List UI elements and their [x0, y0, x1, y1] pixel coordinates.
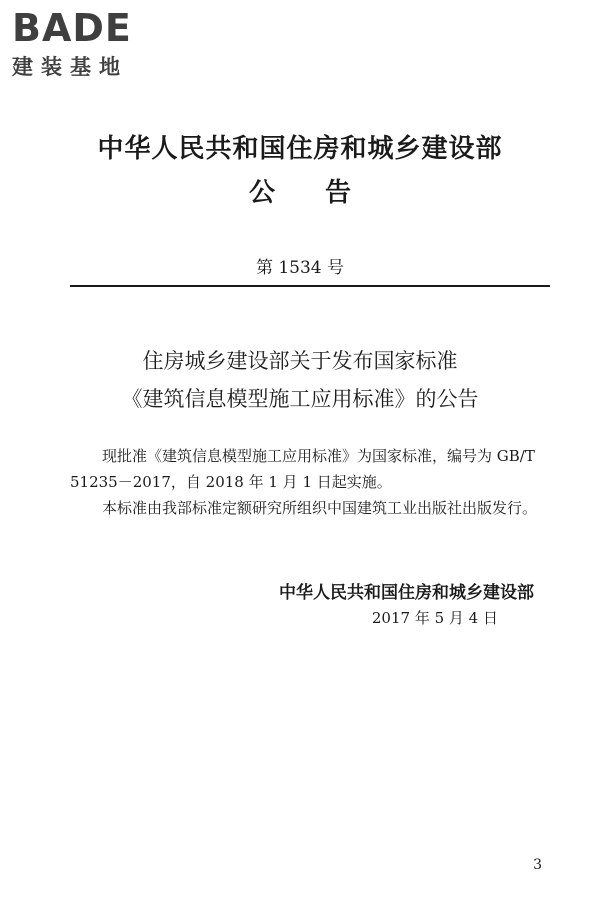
document-type: 公告 — [248, 178, 401, 208]
logo-subtitle: 建装基地 — [12, 55, 128, 79]
logo-wordmark: BADE — [12, 6, 132, 50]
bade-logo — [12, 6, 177, 80]
issuer-title: 中华人民共和国住房和城乡建设部 — [97, 134, 503, 164]
body-paragraph-1: 现批准《建筑信息模型施工应用标准》为国家标准，编号为 GB/T 51235－2017，自 2018 年 1 月 1 日起实施。 — [70, 447, 535, 491]
body-paragraph-2: 本标准由我部标准定额研究所组织中国建筑工业出版社出版发行。 — [102, 499, 538, 517]
page-number: 3 — [533, 857, 542, 873]
signature-date: 2017 年 5 月 4 日 — [371, 609, 498, 627]
document-number: 第 1534 号 — [255, 258, 345, 278]
signature-issuer: 中华人民共和国住房和城乡建设部 — [279, 583, 534, 603]
headline-line-1: 住房城乡建设部关于发布国家标准 — [142, 349, 458, 373]
headline-line-2: 《建筑信息模型施工应用标准》的公告 — [121, 387, 479, 411]
header-divider — [70, 285, 550, 287]
